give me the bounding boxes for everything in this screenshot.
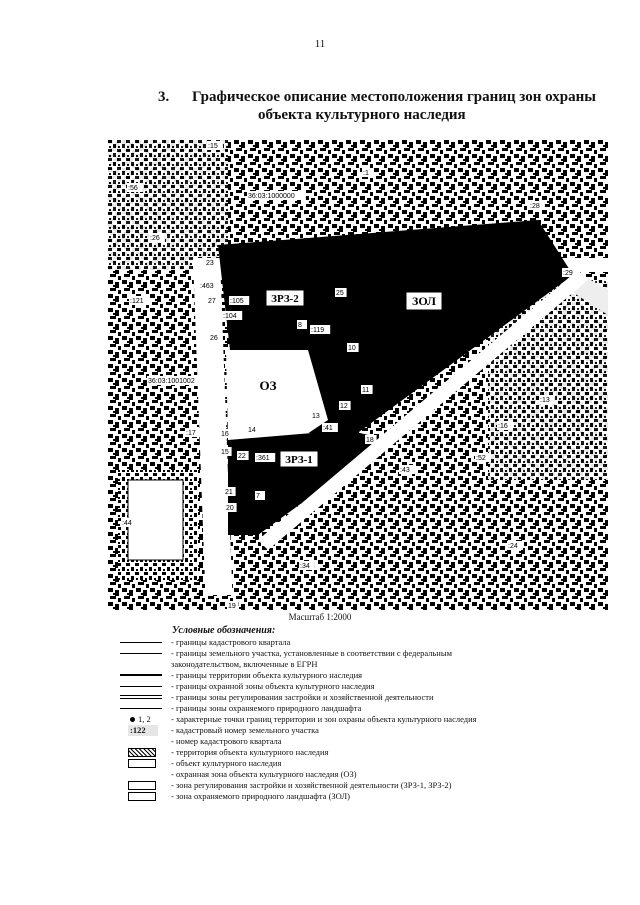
legend-symbol-number: [118, 725, 164, 736]
map-label-q16: :16: [498, 423, 508, 430]
legend-double-line-icon: [120, 695, 162, 696]
map-label-q43: :43: [400, 467, 410, 474]
legend-item: [118, 747, 618, 758]
map-label-n7: 7: [256, 493, 260, 500]
map-label-n8: 8: [298, 322, 302, 329]
legend-symbol-line: [118, 648, 164, 659]
map-label-n13: 13: [312, 413, 320, 420]
legend-symbol-box: [118, 791, 164, 802]
legend-symbol-thin-line: [118, 637, 164, 648]
map-label-n26: 26: [210, 335, 218, 342]
svg-text:ЗРЗ-1: ЗРЗ-1: [285, 454, 313, 466]
svg-text:ЗРЗ-2: ЗРЗ-2: [271, 293, 299, 305]
legend-title: Условные обозначения:: [172, 625, 276, 636]
map-label-q56: :56: [128, 185, 138, 192]
legend-symbol-none: [118, 736, 164, 747]
legend-symbol-box: [118, 780, 164, 791]
map-label-q52: :52: [476, 455, 486, 462]
zone-label-oz: [260, 378, 277, 393]
map-label-q105: :105: [230, 298, 244, 305]
map-label-n19: 19: [228, 603, 236, 610]
map-label-n25: 25: [336, 290, 344, 297]
legend-thick-line-icon: [120, 674, 162, 676]
legend-item-text: - границы земельного участка, установленные в соответствии с федеральным законодательством, включенные в ЕГРН: [171, 648, 452, 669]
map-label-cad1: 36:03:1000000: [248, 193, 295, 200]
map-label-q29: :29: [563, 270, 573, 277]
map-label-q17: :17: [186, 430, 196, 437]
map-label-q34: :34: [300, 563, 310, 570]
legend-item-text: - границы зоны охраняемого природного ландшафта: [171, 703, 362, 713]
map-label-q28: :28: [530, 203, 540, 210]
map-label-n10: 10: [348, 345, 356, 352]
map-label-q15: :15: [208, 143, 218, 150]
legend-item: [118, 692, 618, 703]
legend-line-icon: [120, 686, 162, 687]
legend-item-text: - номер кадастрового квартала: [171, 736, 282, 746]
map-scale: Масштаб 1:2000: [288, 612, 352, 622]
map-label-n11: 11: [362, 387, 370, 394]
legend-item-text: - характерные точки границ территории и зон охраны объекта культурного наследия: [171, 714, 477, 724]
legend-item-text: - границы кадастрового квартала: [171, 637, 291, 647]
map-label-n21: 21: [225, 489, 233, 496]
legend-item: [118, 681, 618, 692]
legend-item: [118, 780, 618, 791]
map-label-q1: :1: [363, 170, 369, 177]
legend-item: [118, 758, 618, 769]
legend-item: [118, 725, 618, 736]
legend-hatch-icon: [128, 748, 156, 757]
legend-line-icon: [120, 653, 162, 654]
legend-dot-icon: [130, 717, 135, 722]
legend-box-icon: [128, 781, 156, 790]
section-title-line-1: Графическое описание местоположения границ зон охраны: [192, 89, 596, 105]
map-label-q361: :361: [256, 455, 270, 462]
legend-item: [118, 703, 618, 714]
section-number: 3.: [158, 89, 170, 105]
legend-symbol-line: [118, 681, 164, 692]
map-label-q44: :44: [122, 520, 132, 527]
map-label-q104: :104: [223, 313, 237, 320]
legend-dot-label: 1, 2: [138, 714, 151, 724]
legend-symbol-line: [118, 703, 164, 714]
legend: [118, 637, 618, 802]
legend-box-icon: [128, 759, 156, 768]
legend-item: [118, 769, 618, 780]
svg-text:ЗОЛ: ЗОЛ: [411, 294, 437, 308]
legend-line-icon: [120, 642, 162, 643]
page-number: 11: [314, 38, 326, 50]
legend-item-text: - объект культурного наследия: [171, 758, 282, 768]
legend-box-icon: [128, 792, 156, 801]
map-label-n12: 12: [340, 403, 348, 410]
legend-item-text: - границы зоны регулирования застройки и хозяйственной деятельности: [171, 692, 434, 702]
legend-symbol-dot: [118, 714, 164, 725]
map-label-n16: 16: [221, 431, 229, 438]
legend-number-label: :122: [130, 725, 146, 735]
zone-label-zol: [406, 292, 442, 310]
map-label-n27: 27: [208, 298, 216, 305]
legend-item-text: - границы охранной зоны объекта культурного наследия: [171, 681, 375, 691]
map-label-n18: 18: [366, 437, 374, 444]
map-label-cad2: 36:03:1001002: [148, 378, 195, 385]
legend-symbol-box: [118, 758, 164, 769]
aerial-map-image: [108, 140, 608, 610]
map-label-n20: 20: [226, 505, 234, 512]
svg-text:ОЗ: ОЗ: [259, 378, 277, 393]
map-label-q41: :41: [323, 425, 333, 432]
legend-item: [118, 670, 618, 681]
legend-symbol-double-line: [118, 692, 164, 703]
zone-label-zrz2: [266, 290, 304, 306]
legend-item-text: - охранная зона объекта культурного наследия (ОЗ): [171, 769, 357, 779]
legend-item: [118, 648, 618, 670]
legend-item-text: - зона охраняемого природного ландшафта (ЗОЛ): [171, 791, 350, 801]
map-label-q119: :119: [311, 327, 325, 334]
legend-item: [118, 791, 618, 802]
map-label-n23: 23: [206, 260, 214, 267]
zone-label-zrz1: [280, 451, 318, 467]
legend-symbol-thick-line: [118, 670, 164, 681]
map-label-q24: :24: [508, 543, 518, 550]
legend-item: [118, 736, 618, 747]
legend-item-text: - зона регулирования застройки и хозяйственной деятельности (ЗРЗ-1, ЗРЗ-2): [171, 780, 452, 790]
legend-item: [118, 714, 618, 725]
legend-item-text: - территория объекта культурного наследия: [171, 747, 329, 757]
section-title-line-2: объекта культурного наследия: [258, 107, 466, 123]
legend-symbol-none: [118, 769, 164, 780]
map-label-n22: 22: [238, 453, 246, 460]
zone-map: [108, 140, 608, 610]
legend-symbol-hatch: [118, 747, 164, 758]
legend-item-text: - границы территории объекта культурного наследия: [171, 670, 363, 680]
map-label-n15: 15: [221, 449, 229, 456]
legend-item-text: - кадастровый номер земельного участка: [171, 725, 319, 735]
map-label-q13: :13: [540, 397, 550, 404]
map-label-q121: :121: [130, 298, 144, 305]
legend-item: [118, 637, 618, 648]
legend-line-icon: [120, 708, 162, 709]
map-label-n14: 14: [248, 427, 256, 434]
map-label-q463: :463: [200, 283, 214, 290]
map-label-q26: :26: [150, 235, 160, 242]
